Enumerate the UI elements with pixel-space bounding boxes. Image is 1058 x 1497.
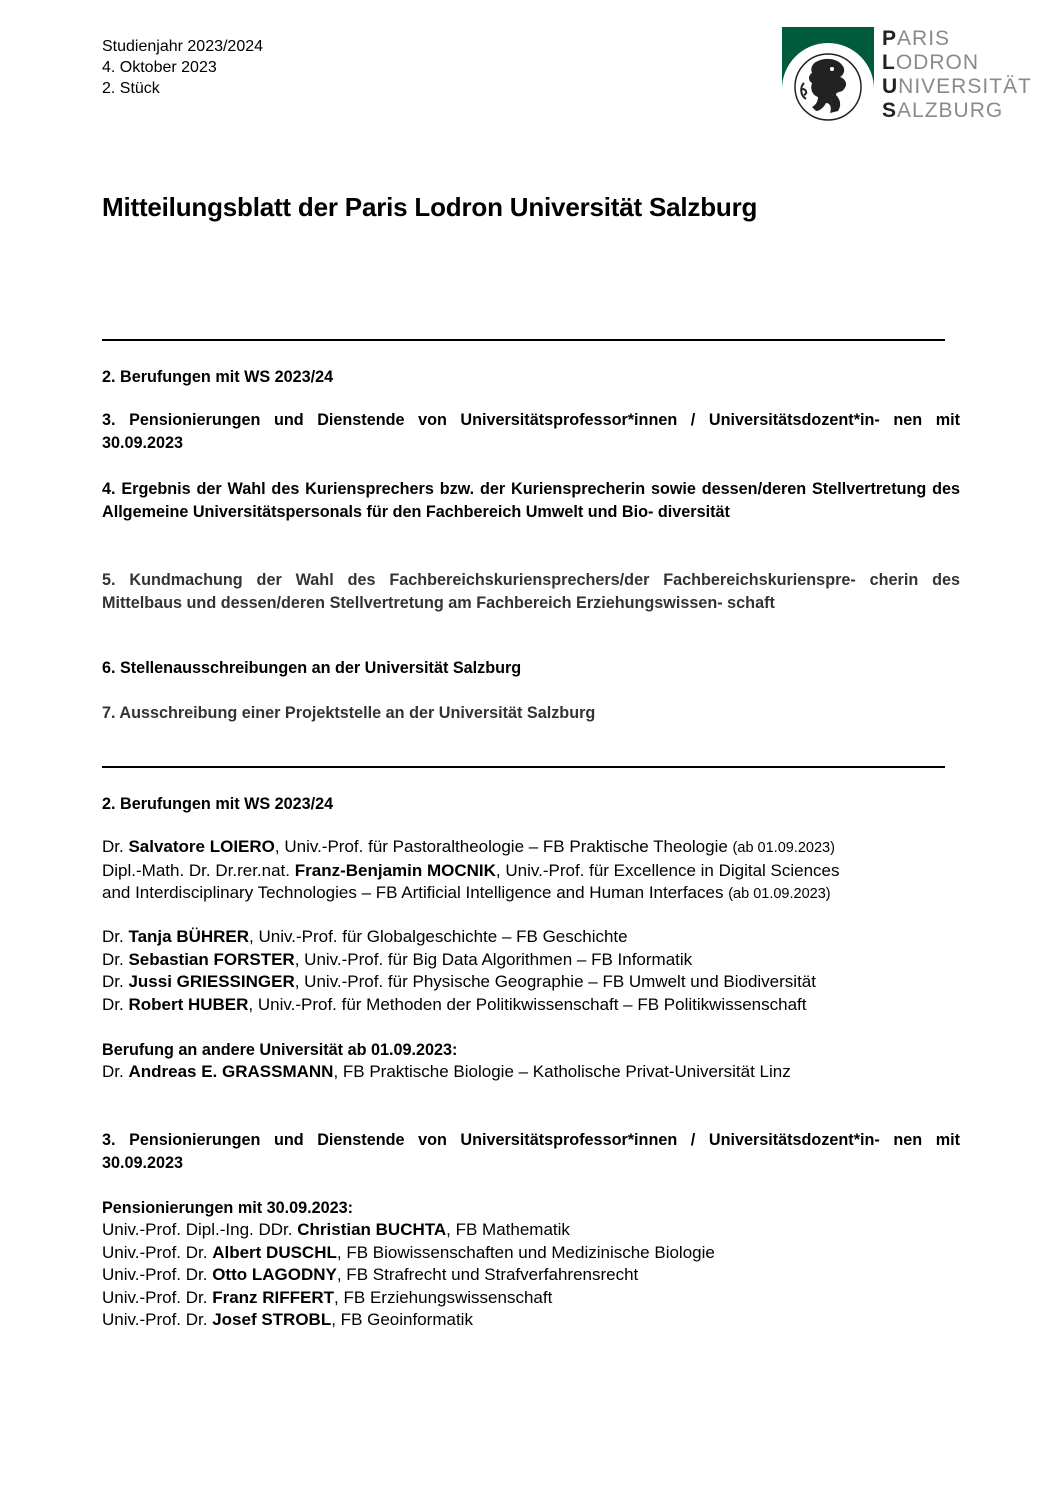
toc-item-3: 3. Pensionierungen und Dienstende von Universitätsprofessor*innen / Universitätsdozent*in- nen mit 30.09.2023 — [102, 411, 960, 452]
appointment-entry: Dr. Tanja BÜHRER, Univ.-Prof. für Globalgeschichte – FB Geschichte — [102, 927, 628, 946]
appointment-entry: Dr. Salvatore LOIERO, Univ.-Prof. für Pastoraltheologie – FB Praktische Theologie (ab 01.09.2023) — [102, 837, 835, 856]
issue-number: 2. Stück — [102, 80, 160, 97]
section-heading-berufungen: 2. Berufungen mit WS 2023/24 — [102, 795, 334, 813]
retirement-entry: Univ.-Prof. Dipl.-Ing. DDr. Christian BUCHTA, FB Mathematik — [102, 1220, 570, 1239]
toc-item-5: 5. Kundmachung der Wahl des Fachbereichskuriensprechers/der Fachbereichskurienspre- cherin des Mittelbaus und dessen/deren Stellvertretung am Fachbereich Erziehungswissen- schaft — [102, 571, 960, 612]
retirement-entry: Univ.-Prof. Dr. Franz RIFFERT, FB Erziehungswissenschaft — [102, 1287, 553, 1307]
appointments-group-2 — [102, 926, 960, 1016]
retirement-entry: Univ.-Prof. Dr. Otto LAGODNY, FB Strafrecht und Strafverfahrensrecht — [102, 1265, 639, 1284]
logo-wordmark: PARIS LODRON UNIVERSITÄT SALZBURG — [882, 27, 1032, 122]
retirement-entry: Univ.-Prof. Dr. Josef STROBL, FB Geoinformatik — [102, 1310, 473, 1329]
university-logo — [782, 27, 1032, 127]
appointment-entry: Dr. Robert HUBER, Univ.-Prof. für Methoden der Politikwissenschaft – FB Politikwissenschaft — [102, 994, 807, 1014]
page-title: Mitteilungsblatt der Paris Lodron Universität Salzburg — [102, 192, 758, 222]
sub-heading-other-university: Berufung an andere Universität ab 01.09.2023: — [102, 1041, 458, 1059]
appointment-entry: Dipl.-Math. Dr. Dr.rer.nat. Franz-Benjamin MOCNIK, Univ.-Prof. für Excellence in Digital Sciences — [102, 860, 840, 880]
appointment-entry: Dr. Jussi GRIESSINGER, Univ.-Prof. für Physische Geographie – FB Umwelt und Biodiversität — [102, 972, 816, 991]
retirement-entry: Univ.-Prof. Dr. Albert DUSCHL, FB Biowissenschaften und Medizinische Biologie — [102, 1242, 715, 1262]
issue-date: 4. Oktober 2023 — [102, 59, 217, 76]
appointment-entry-continued: and Interdisciplinary Technologies – FB Artificial Intelligence and Human Interfaces (ab 01.09.2023) — [102, 883, 831, 902]
appointment-entry: Dr. Andreas E. GRASSMANN, FB Praktische Biologie – Katholische Privat-Universität Linz — [102, 1062, 791, 1081]
academic-year: Studienjahr 2023/2024 — [102, 38, 264, 55]
retirements-list — [102, 1219, 960, 1332]
other-university-appointment — [102, 1061, 960, 1084]
appointments-group-1 — [102, 836, 960, 906]
lion-seal-icon — [782, 27, 874, 123]
toc-item-6: 6. Stellenausschreibungen an der Universität Salzburg — [102, 659, 522, 677]
document-meta — [102, 36, 263, 99]
appointment-entry: Dr. Sebastian FORSTER, Univ.-Prof. für Big Data Algorithmen – FB Informatik — [102, 949, 693, 969]
section-heading-pensionierungen: 3. Pensionierungen und Dienstende von Universitätsprofessor*innen / Universitätsdozent*in- nen mit 30.09.2023 — [102, 1131, 960, 1172]
toc-item-2: 2. Berufungen mit WS 2023/24 — [102, 368, 334, 386]
toc-item-4: 4. Ergebnis der Wahl des Kuriensprechers bzw. der Kuriensprecherin sowie dessen/deren Stellvertretung des Allgemeine Universitätspersonals für den Fachbereich Umwelt und Bio- diversität — [102, 480, 960, 521]
sub-heading-retirements: Pensionierungen mit 30.09.2023: — [102, 1199, 354, 1217]
divider — [102, 766, 945, 768]
divider — [102, 339, 945, 341]
toc-item-7: 7. Ausschreibung einer Projektstelle an der Universität Salzburg — [102, 704, 596, 722]
